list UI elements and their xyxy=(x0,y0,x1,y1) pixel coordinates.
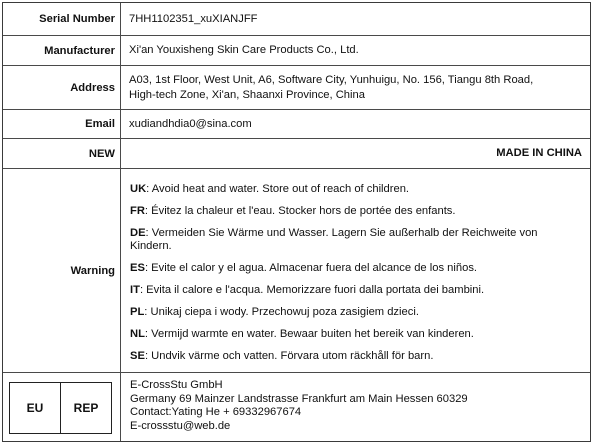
manufacturer-row xyxy=(3,36,590,66)
rep-email: E-crossstu@web.de xyxy=(130,419,231,432)
email-label: Email xyxy=(3,110,121,138)
eu-rep-symbol xyxy=(9,382,112,434)
email-row xyxy=(3,110,590,139)
warning-list xyxy=(121,169,590,372)
warning-item-it xyxy=(130,284,580,298)
rep-address: Germany 69 Mainzer Landstrasse Frankfurt am Main Hessen 60329 xyxy=(130,392,468,405)
lang-code: UK xyxy=(130,183,147,195)
lang-code: DE xyxy=(130,226,146,239)
warning-text: : Avoid heat and water. Store out of reach of children. xyxy=(146,183,410,195)
eu-rep-details xyxy=(121,379,590,433)
address-value xyxy=(121,66,590,109)
eu-rep-row xyxy=(3,373,590,441)
warning-text: : Vermijd warmte en water. Bewaar buiten het bereik van kinderen. xyxy=(144,327,474,340)
new-label: NEW xyxy=(3,139,121,168)
lang-code: FR xyxy=(130,204,145,217)
lang-code: PL xyxy=(130,305,145,318)
lang-code: ES xyxy=(130,262,145,275)
manufacturer-value: Xi'an Youxisheng Skin Care Products Co., Ltd. xyxy=(129,44,359,56)
rep-contact: Contact:Yating He + 69332967674 xyxy=(130,406,302,418)
eu-rep-symbol-cell xyxy=(3,373,121,441)
warning-row xyxy=(3,169,590,373)
rep-box: REP xyxy=(73,401,99,415)
status-row xyxy=(3,139,590,169)
warning-text: : Evite el calor y el agua. Almacenar fuera del alcance de los niños. xyxy=(144,262,478,275)
lang-code: NL xyxy=(130,327,145,340)
warning-label: Warning xyxy=(3,169,121,372)
address-line: High-tech Zone, Xi'an, Shaanxi Province, China xyxy=(129,88,365,101)
warning-item-fr xyxy=(130,205,580,219)
serial-value: 7HH1102351_xuXIANJFF xyxy=(129,12,258,25)
email-value: xudiandhdia0@sina.com xyxy=(129,117,252,130)
warning-item-pl xyxy=(130,306,580,320)
lang-code: SE xyxy=(130,349,145,362)
serial-row xyxy=(3,3,590,36)
warning-item-de xyxy=(130,227,580,254)
made-in-china-label: MADE IN CHINA xyxy=(496,147,582,159)
rep-company: E-CrossStu GmbH xyxy=(130,379,223,391)
warning-text: : Undvik värme och vatten. Förvara utom räckhåll för barn. xyxy=(144,349,434,362)
address-line: A03, 1st Floor, West Unit, A6, Software City, Yunhuigu, No. 156, Tiangu 8th Road, xyxy=(129,73,534,86)
product-label-sheet xyxy=(2,2,591,442)
warning-text: : Evita il calore e l'acqua. Memorizzare fuori dalla portata dei bambini. xyxy=(139,284,485,297)
address-row xyxy=(3,66,590,110)
warning-text: : Vermeiden Sie Wärme und Wasser. Lagern Sie außerhalb der Reichweite von Kindern. xyxy=(130,226,538,253)
warning-item-uk xyxy=(130,183,580,197)
eu-box: EU xyxy=(10,383,61,433)
warning-text: : Unikaj ciepa i wody. Przechowuj poza zasigiem dzieci. xyxy=(144,305,419,318)
lang-code: IT xyxy=(130,284,140,297)
warning-item-es xyxy=(130,262,580,276)
address-label: Address xyxy=(3,66,121,109)
serial-label: Serial Number xyxy=(3,3,121,35)
warning-item-se xyxy=(130,350,580,364)
manufacturer-label: Manufacturer xyxy=(3,36,121,65)
warning-text: : Évitez la chaleur et l'eau. Stocker hors de portée des enfants. xyxy=(144,204,456,217)
warning-item-nl xyxy=(130,328,580,342)
